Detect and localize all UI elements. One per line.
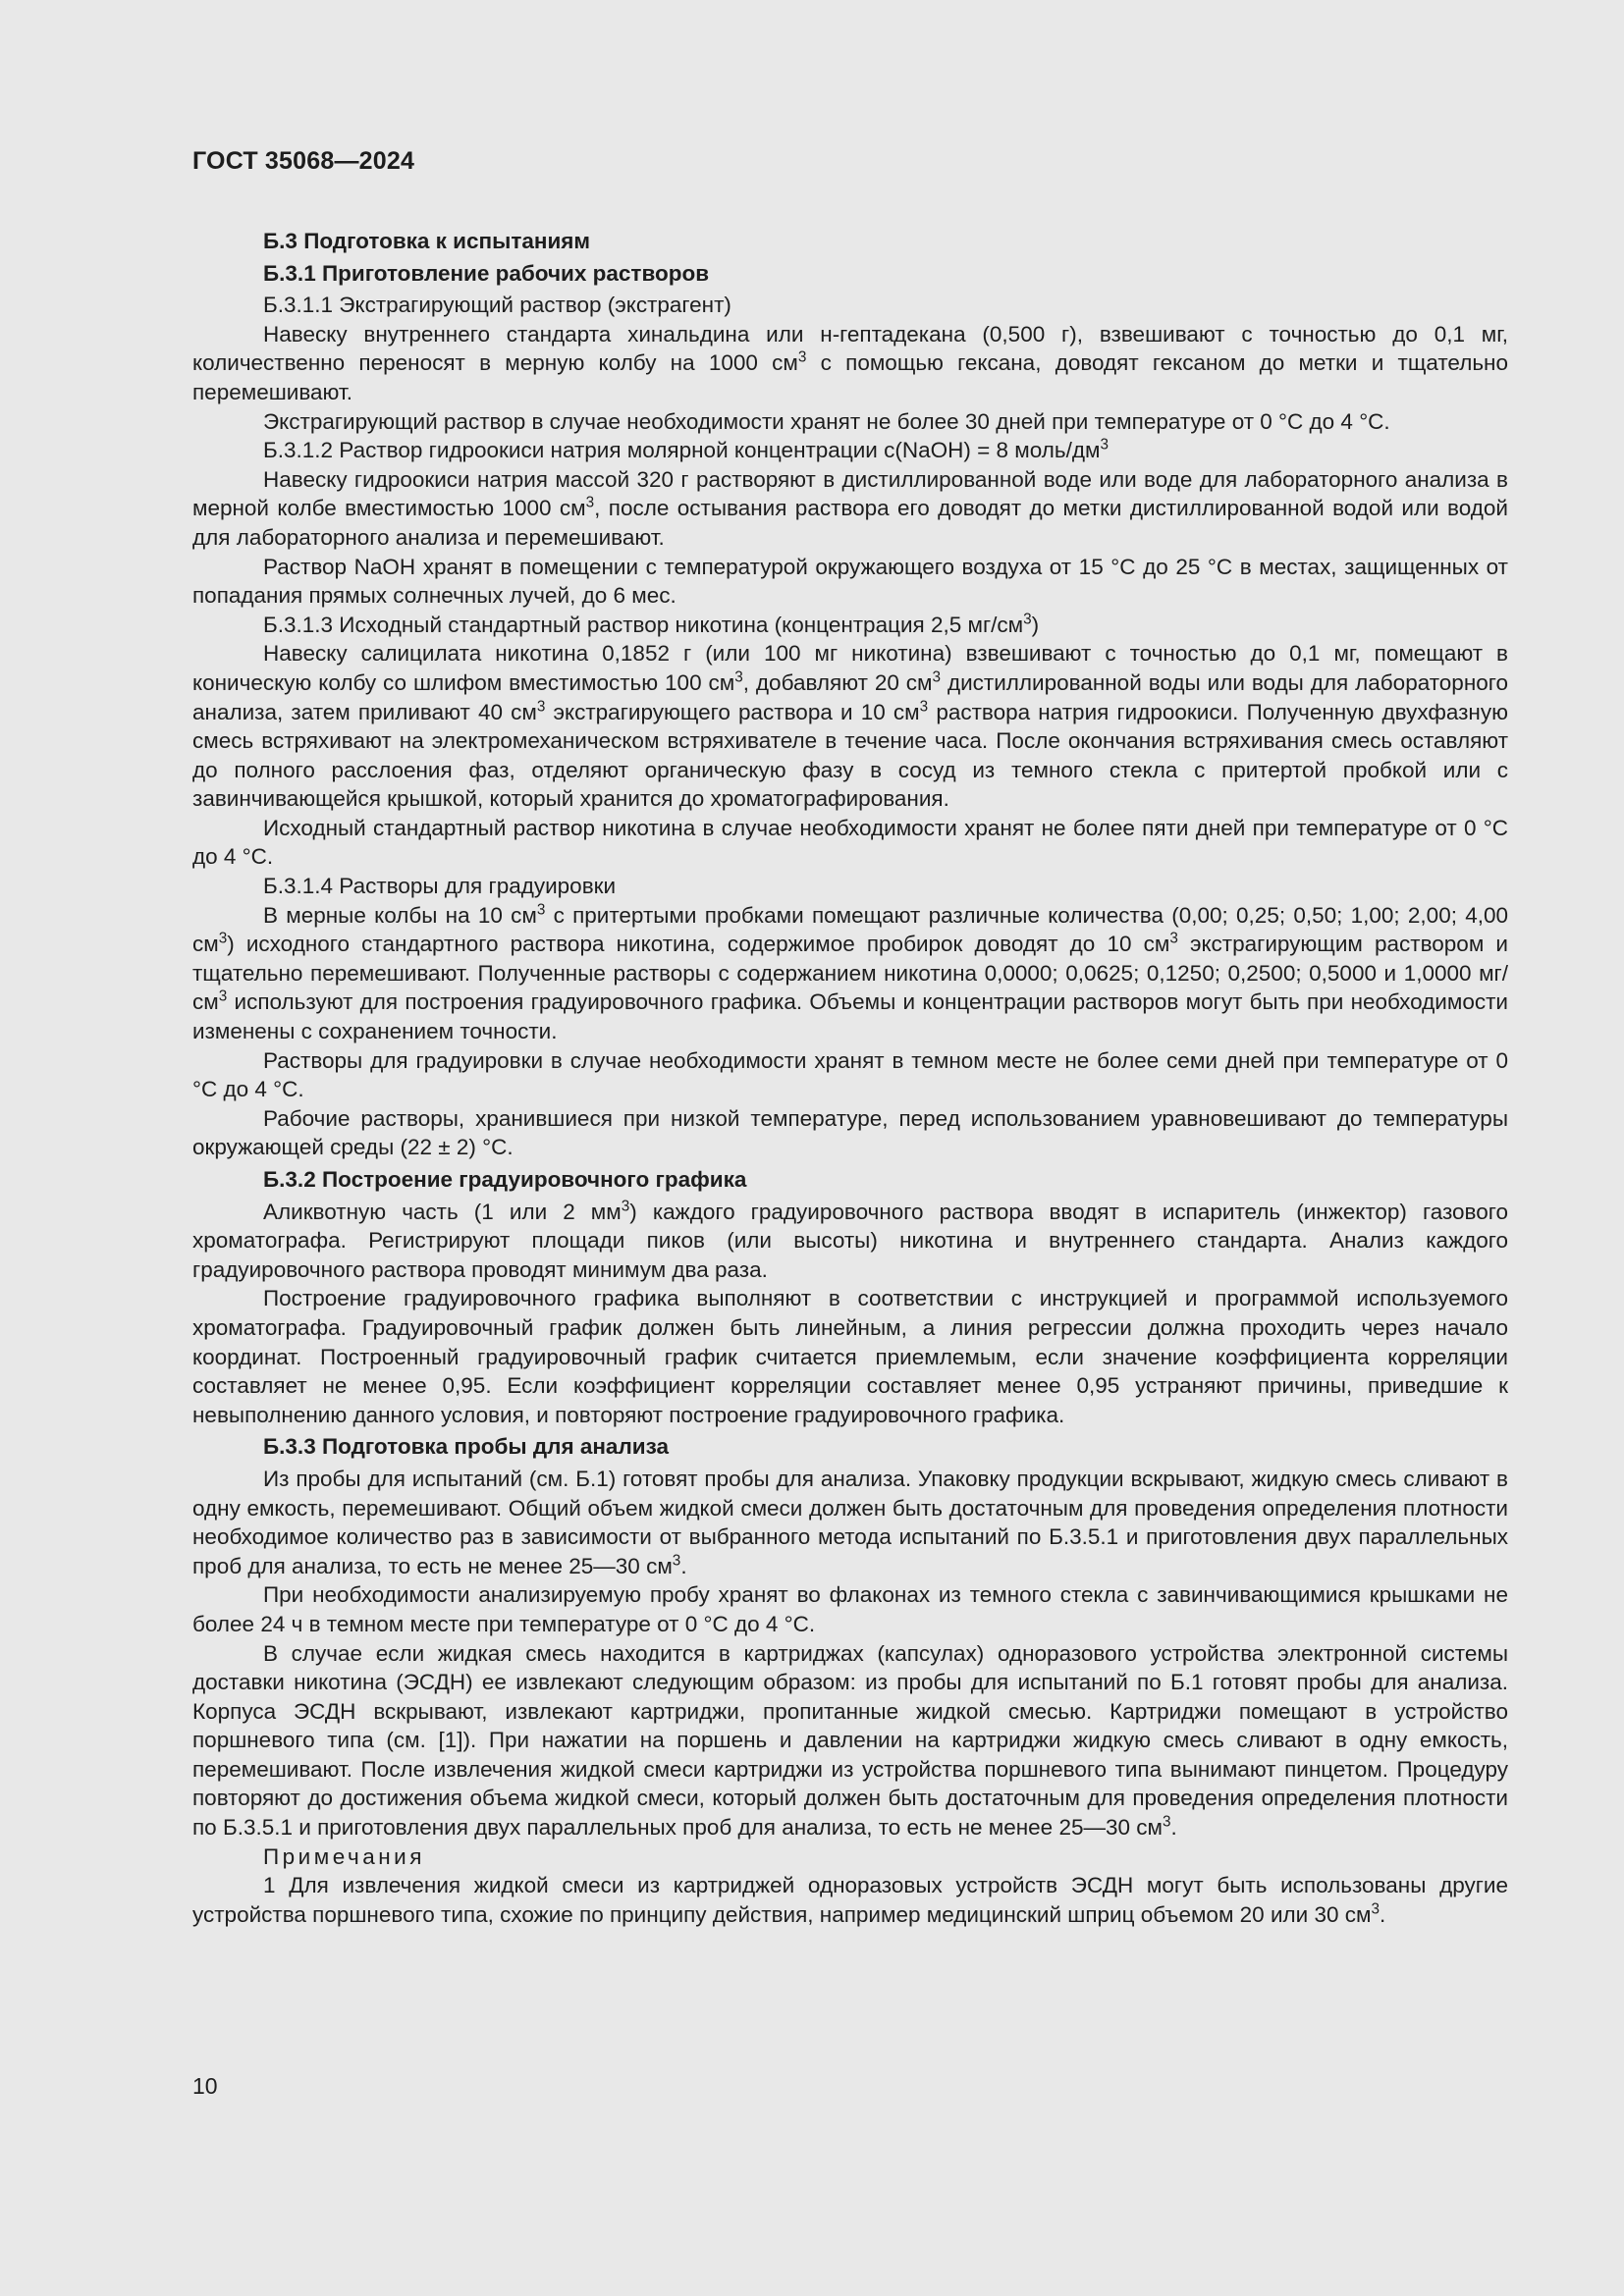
- document-header: ГОСТ 35068—2024: [192, 147, 415, 175]
- paragraph: Навеску салицилата никотина 0,1852 г (или 100 мг никотина) взвешивают с точностью до 0,1 мг, помещают в коническую колбу со шлифом вместимостью 100 $см^3$, добавляют 20 $см^3$ дистиллированной воды или воды для лабораторного анализа, затем приливают 40 $см^3$ экстрагирующего раствора и 10 $см^3$ раствора натрия гидроокиси. Полученную двухфазную смесь встряхивают на электромеханическом встряхивателе в течение часа. После окончания встряхивания смесь оставляют до полного расслоения фаз, отделяют органическую фазу в сосуд из темного стекла с притертой пробкой или с завинчивающейся крышкой, который хранится до хроматографирования.: [192, 641, 1508, 812]
- page-number: 10: [192, 2073, 218, 2099]
- paragraph: Навеску гидроокиси натрия массой 320 г растворяют в дистиллированной воде или воде для лабораторного анализа в мерной колбе вместимостью 1000 $см^3$, после остывания раствора его доводят до метки дистиллированной водой или водой для лабораторного анализа и перемешивают.: [192, 466, 1508, 550]
- section-heading: Б.3.3 Подготовка пробы для анализа: [263, 1434, 669, 1460]
- section-heading: Б.3 Подготовка к испытаниям: [263, 229, 591, 253]
- paragraph: Рабочие растворы, хранившиеся при низкой температуре, перед использованием уравновешивают до температуры окружающей среды (22 ± 2) °С.: [192, 1105, 1508, 1160]
- subsection-heading: Б.3.1.3 Исходный стандартный раствор никотина (концентрация 2,5 $мг/см^3$): [263, 611, 1040, 637]
- paragraph: Из пробы для испытаний (см. Б.1) готовят пробы для анализа. Упаковку продукции вскрывают, жидкую смесь сливают в одну емкость, перемешивают. Общий объем жидкой смеси должен быть достаточным для проведения определения плотности необходимое количество раз в зависимости от выбранного метода испытаний по Б.3.5.1 и приготовления двух параллельных проб для анализа, то есть не менее 25—30 $см^3$.: [192, 1466, 1508, 1578]
- paragraph: Исходный стандартный раствор никотина в случае необходимости хранят не более пяти дней при температуре от 0 °С до 4 °С.: [192, 815, 1508, 870]
- paragraph: В мерные колбы на 10 $см^3$ с притертыми пробками помещают различные количества (0,00; 0,25; 0,50; 1,00; 2,00; 4,00 $см^3$) исходного стандартного раствора никотина, содержимое пробирок доводят до 10 $см^3$ экстрагирующим раствором и тщательно перемешивают. Полученные растворы с содержанием никотина 0,0000; 0,0625; 0,1250; 0,2500; 0,5000 и 1,0000 $мг/см^3$ используют для построения градуировочного графика. Объемы и концентрации растворов могут быть при необходимости изменены с сохранением точности.: [192, 901, 1508, 1044]
- document-body: [192, 224, 1508, 1929]
- paragraph: Аликвотную часть (1 или 2 $мм^3$) каждого градуировочного раствора вводят в испаритель (инжектор) газового хроматографа. Регистрируют площади пиков (или высоты) никотина и внутреннего стандарта. Анализ каждого градуировочного раствора проводят минимум два раза.: [192, 1198, 1508, 1282]
- paragraph: При необходимости анализируемую пробу хранят во флаконах из темного стекла с завинчивающимися крышками не более 24 ч в темном месте при температуре от 0 °С до 4 °С.: [192, 1582, 1508, 1636]
- paragraph: Экстрагирующий раствор в случае необходимости хранят не более 30 дней при температуре от 0 °С до 4 °С.: [263, 408, 1390, 434]
- paragraph: Раствор NaOH хранят в помещении с температурой окружающего воздуха от 15 °С до 25 °С в местах, защищенных от попадания прямых солнечных лучей, до 6 мес.: [192, 554, 1508, 609]
- section-heading: Б.3.2 Построение градуировочного графика: [263, 1167, 747, 1192]
- paragraph: Растворы для градуировки в случае необходимости хранят в темном месте не более семи дней при температуре от 0 °С до 4 °С.: [192, 1047, 1508, 1102]
- section-heading: Б.3.1 Приготовление рабочих растворов: [263, 260, 710, 286]
- notes-label: Примечания: [263, 1843, 425, 1869]
- paragraph: Навеску внутреннего стандарта хинальдина или н-гептадекана (0,500 г), взвешивают с точностью до 0,1 мг, количественно переносят в мерную колбу на 1000 $см^3$ с помощью гексана, доводят гексаном до метки и тщательно перемешивают.: [192, 321, 1508, 404]
- paragraph: Построение градуировочного графика выполняют в соответствии с инструкцией и программой используемого хроматографа. Градуировочный график должен быть линейным, а линия регрессии должна проходить через начало координат. Построенный градуировочный график считается приемлемым, если значение коэффициента корреляции составляет не менее 0,95. Если коэффициент корреляции составляет менее 0,95 устраняют причины, приведшие к невыполнению данного условия, и повторяют построение градуировочного графика.: [192, 1286, 1508, 1427]
- subsection-heading: Б.3.1.4 Растворы для градуировки: [263, 874, 617, 899]
- paragraph: 1 Для извлечения жидкой смеси из картриджей одноразовых устройств ЭСДН могут быть использованы другие устройства поршневого типа, схожие по принципу действия, например медицинский шприц объемом 20 или 30 $см^3$.: [192, 1873, 1508, 1927]
- subsection-heading: Б.3.1.2 Раствор гидроокиси натрия молярной концентрации c(NaOH) = 8 моль/$дм^3$: [263, 436, 1109, 463]
- subsection-heading: Б.3.1.1 Экстрагирующий раствор (экстрагент): [263, 293, 731, 318]
- paragraph: В случае если жидкая смесь находится в картриджах (капсулах) одноразового устройства электронной системы доставки никотина (ЭСДН) ее извлекают следующим образом: из пробы для испытаний по Б.1 готовят пробы для анализа. Корпуса ЭСДН вскрывают, извлекают картриджи, пропитанные жидкой смесью. Картриджи помещают в устройство поршневого типа (см. [1]). При нажатии на поршень и давлении на картриджи жидкую смесь сливают в одну емкость, перемешивают. После извлечения жидкой смеси картриджи из устройства поршневого типа вынимают пинцетом. Процедуру повторяют до достижения объема жидкой смеси, который должен быть достаточным для проведения определения плотности по Б.3.5.1 и приготовления двух параллельных проб для анализа, то есть не менее 25—30 $см^3$.: [192, 1640, 1508, 1841]
